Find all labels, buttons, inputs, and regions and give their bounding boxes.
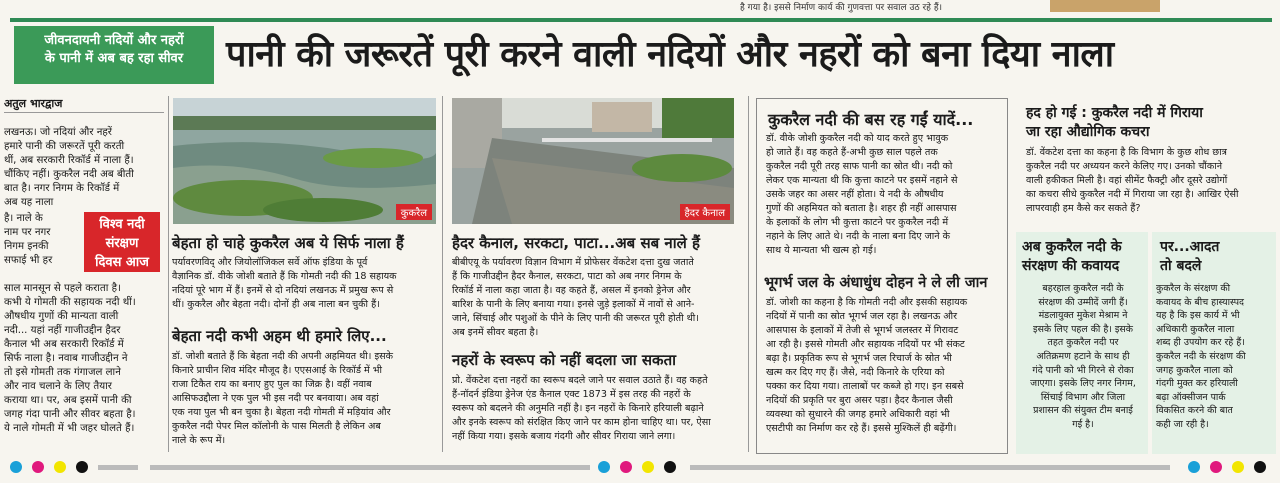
cyan-dot: [598, 461, 610, 473]
col3-subhead2: नहरों के स्वरूप को नहीं बदला जा सकता: [452, 351, 677, 369]
yellow-dot: [54, 461, 66, 473]
col5-title: हद हो गई : कुकरैल नदी में गिराया जा रहा औद्योगिक कचरा: [1026, 105, 1203, 140]
byline-rule: [4, 112, 164, 113]
col-divider: [168, 96, 169, 452]
yellow-dot: [642, 461, 654, 473]
col5-body: डॉ. वेंकटेश दत्ता का कहना है कि विभाग के कुछ शोध छात्र कुकरैल नदी पर अध्ययन करने केलिए गए। उनको चौंकाने वाली हकीकत मिली है। वहां सीमेंट फैक्ट्री और दूसरे उद्योगों का कचरा सीधे कुकरैल नदी में गिराया जा रहा है। आखिर ऐसी लापरवाही हम कैसे कर सकते हैं?: [1026, 147, 1239, 214]
gray-bar: [690, 465, 1170, 470]
top-strip: [0, 0, 1280, 14]
black-dot: [664, 461, 676, 473]
habit-body: कुकरैल के संरक्षण की कवायद के बीच हास्यास्पद यह है कि इस कार्य में भी अधिकारी कुकरैल नाला शब्द ही उपयोग कर रहे हैं। कुकरैल नदी के संरक्षण की जगह कुकरैल नाला को गंदगी मुक्त कर हरियाली बढ़ा ऑक्सीजन पार्क विकसित करने की बात कही जा रही है।: [1156, 283, 1246, 430]
yellow-dot: [1232, 461, 1244, 473]
col1-left: है। नाले के नाम पर नगर निगम इनकी सफाई भी हर: [4, 213, 53, 266]
photo-kukrail: [173, 98, 436, 224]
magenta-dot: [1210, 461, 1222, 473]
black-dot: [1254, 461, 1266, 473]
col4-body2: डॉ. जोशी का कहना है कि गोमती नदी और इसकी सहायक नदियों में पानी का स्रोत भूगर्भ जल रहा है। लखनऊ और आसपास के इलाकों में तेजी से भूगर्भ जलस्तर में गिरावट आ रही है। इससे गोमती और सहायक नदियों पर भी संकट बढ़ा है। प्रकृतिक रूप से भूगर्भ जल रिचार्ज के स्रोत भी खत्म कर दिए गए हैं। जैसे, नदी किनारे के एरिया को पक्का कर दिया गया। तालाबों पर कब्जे हो गए। इन सबसे नदियों की प्रकृति पर बुरा असर पड़ा। हैदर कैनाल जैसी व्यवस्था को सुधारने की जगह हमारे अधिकारी वहां भी एसटीपी का निर्माण कर रहे हैं। इससे मुश्किलें ही बढ़ेंगी।: [766, 297, 968, 434]
conservation-title: अब कुकरैल नदी के संरक्षण की कवायद: [1022, 239, 1122, 274]
headline: पानी की जरूरतें पूरी करने वाली नदियों और नहरों को बना दिया नाला: [226, 34, 1114, 75]
gray-bar: [98, 465, 138, 470]
black-dot: [76, 461, 88, 473]
top-snippet: है गया है। इससे निर्माण कार्य की गुणवत्ता पर सवाल उठ रहे हैं।: [740, 3, 943, 13]
photo-haidar-canal: [452, 98, 734, 224]
col3-body2: प्रो. वेंकटेश दत्ता नहरों का स्वरूप बदले जाने पर सवाल उठाते हैं। वह कहते हैं-नॉदर्न इंडिया ड्रेनेज एंड कैनाल एक्ट 1873 में इस तरह की नहरों के स्वरूप को बदलने की अनुमति नहीं है। इन नहरों के किनारे हरियाली बढ़ाने और इनके स्वरूप को संरक्षित किए जाने पर काम होना चाहिए था। पर, ऐसा नहीं किया गया। इसके बजाय गंदगी और सीवर गिराया जाने लगा।: [452, 375, 711, 442]
kicker-text: जीवनदायनी नदियों और नहरों के पानी में अब बह रहा सीवर: [44, 33, 184, 66]
top-thumbnail: [1050, 0, 1160, 12]
byline: अतुल भारद्वाज: [4, 97, 63, 110]
col4-title: कुकरैल नदी की बस रह गईं यादें...: [768, 110, 974, 129]
col2-body: पर्यावरणविद् और जियोलॉजिकल सर्वे ऑफ इंडिया के पूर्व वैज्ञानिक डॉ. वीके जोशी बताते हैं कि गोमती नदी की 18 सहायक नदियां पूरे भाग में हैं। इनमें से दो नदियां लखनऊ में प्रमुख रूप से थीं। कुकरैल और बेहता नदी। दोनों ही अब नाला बन चुकी हैं।: [172, 257, 397, 310]
col4-subhead2: भूगर्भ जल के अंधाधुंध दोहन ने ले ली जान: [764, 275, 988, 291]
col2-body2: डॉ. जोशी बताते हैं कि बेहता नदी की अपनी अहमियत थी। इसके किनारे प्राचीन शिव मंदिर मौजूद है। एएसआई के रिकॉर्ड में भी राजा टिकैत राय का बनाए हुए पुल का जिक्र है। वहीं नवाब आसिफउद्दौला ने एक पुल भी इस नदी पर बनवाया। अब वहां एक नया पुल भी बन चुका है। बेहता नदी गोमती में मड़ियांव और कुकरैल नदी पेपर मिल कॉलोनी के पास मिलती है लेकिन अब नाले के रूप में।: [172, 351, 394, 446]
cyan-dot: [10, 461, 22, 473]
col3-subhead: हैदर कैनाल, सरकटा, पाटा...अब सब नाले हैं: [452, 234, 700, 252]
world-river-day-badge: [84, 212, 160, 272]
conservation-body: बहरहाल कुकरैल नदी के संरक्षण की उम्मीदें जगी हैं। मंडलायुक्त मुकेश मेश्राम ने इसके लिए पहल की है। इसके तहत कुकरैल नदी पर अतिक्रमण हटाने के साथ ही गंदे पानी को भी गिरने से रोका जाएगा। इसके लिए नगर निगम, सिंचाई विभाग और जिला प्रशासन की संयुक्त टीम बनाई गई है।: [1030, 283, 1136, 430]
magenta-dot: [32, 461, 44, 473]
gray-bar: [150, 465, 590, 470]
badge-text: विश्व नदी संरक्षण दिवस आज: [95, 217, 149, 270]
col4-body: डॉ. वीके जोशी कुकरैल नदी को याद करते हुए भावुक हो जाते हैं। वह कहते हैं-अभी कुछ साल पहले तक कुकरैल नदी पूरी तरह साफ पानी का स्रोत थी। नदी को लेकर एक मान्यता थी कि कुत्ता काटने पर इसमें नहाने से उसके जहर का असर नहीं होता। ये नदी के औषधीय गुणों की अहमियत को बताता है। शहर ही नहीं आसपास के इलाकों के लोग भी कुत्ता काटने पर कुकरैल नदी में नहाने के लिए आते थे। नदी के नाला बना दिए जाने के साथ ये मान्यता भी खत्म हो गई।: [766, 133, 958, 256]
col2-subhead2: बेहता नदी कभी अहम थी हमारे लिए...: [172, 327, 387, 345]
col2-subhead: बेहता हो चाहे कुकरैल अब ये सिर्फ नाला हैं: [172, 234, 404, 252]
col-divider: [442, 96, 443, 452]
photo-kukrail-caption: कुकरैल: [396, 204, 432, 220]
header-rule: [10, 18, 1272, 22]
photo-haidar-canal-caption: हैदर कैनाल: [680, 204, 731, 220]
col1-intro: लखनऊ। जो नदियां और नहरें हमारे पानी की जरूरतें पूरी करती थीं, अब सरकारी रिकॉर्ड में नाला हैं। चौंकिए नहीं। कुकरैल नदी अब बीती बात है। नगर निगम के रिकॉर्ड में अब यह नाला: [4, 127, 134, 208]
magenta-dot: [620, 461, 632, 473]
habit-title: पर...आदत तो बदले: [1160, 239, 1220, 274]
col3-body: बीबीएयू के पर्यावरण विज्ञान विभाग में प्रोफेसर वेंकटेश दत्ता दुख जताते हैं कि गाजीउद्दीन हैदर कैनाल, सरकटा, पाटा को अब नगर निगम के रिकॉर्ड में नाला कहा जाता है। वह कहते हैं, असल में इनको ड्रेनेज और बारिश के पानी के लिए बनाया गया। इनसे जुड़े इलाकों में नावों से आने- जाने, सिंचाई और पशुओं के पीने के लिए पानी की जरूरत पूरी होती थी। अब इनमें सीवर बहता है।: [452, 257, 699, 338]
col-divider: [748, 96, 749, 452]
col1-body: साल मानसून से पहले कराता है। कभी ये गोमती की सहायक नदी थीं। औषधीय गुणों की मान्यता वाली नदी... यहां नहीं गाजीउद्दीन हैदर कैनाल भी अब सरकारी रिकॉर्ड में सिर्फ नाला है। नवाब गाजीउद्दीन ने तो इसे गोमती तक गंगाजल लाने और नाव चलाने के लिए तैयार कराया था। पर, अब इसमें पानी की जगह गंदा पानी और सीवर बहता है। ये नाले गोमती में भी जहर घोलते हैं।: [4, 283, 136, 434]
cyan-dot: [1188, 461, 1200, 473]
kicker-box: [14, 26, 214, 84]
